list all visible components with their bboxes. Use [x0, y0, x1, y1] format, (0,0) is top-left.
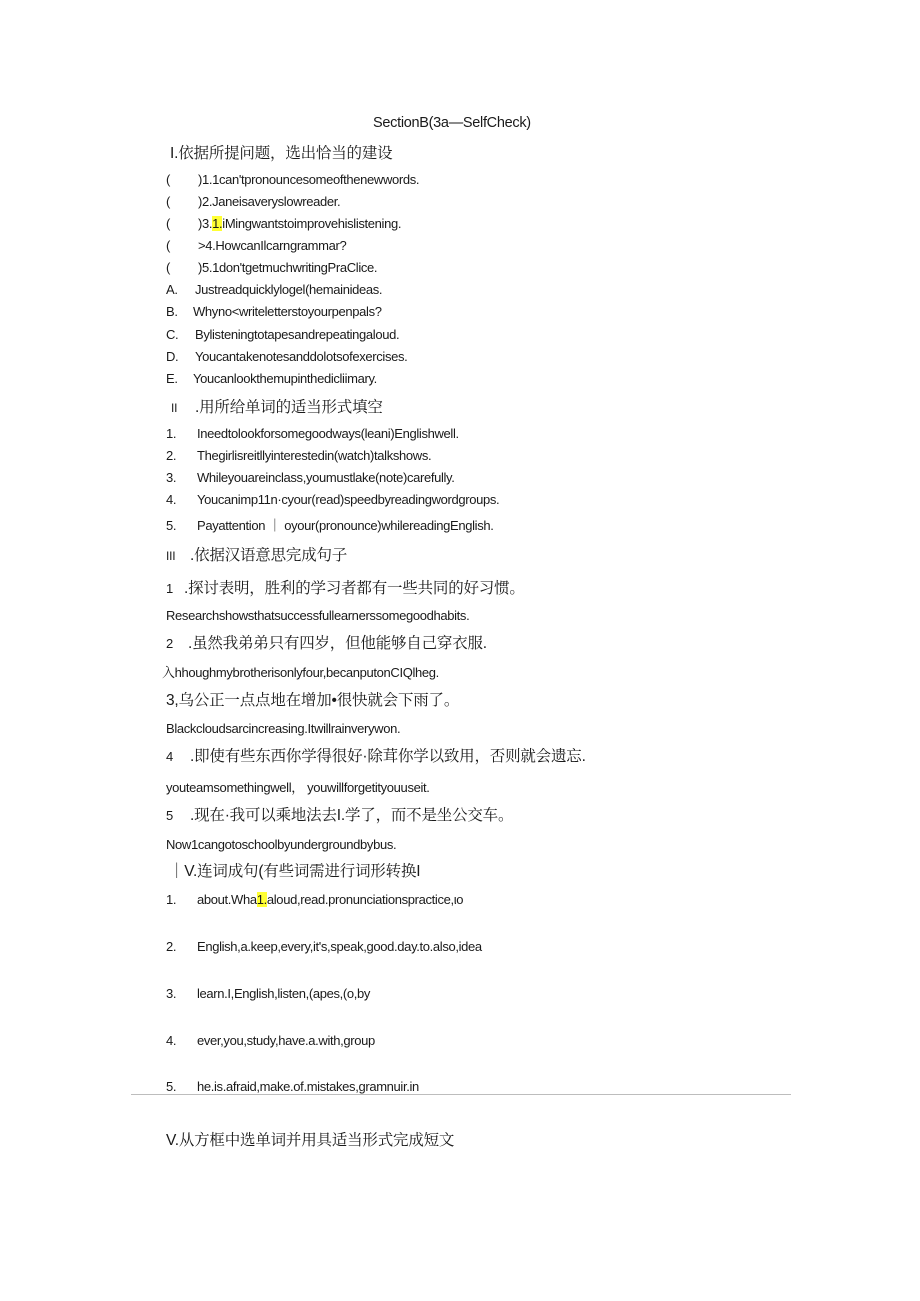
highlight-mark: 1. [256, 892, 267, 907]
question-2: ( )2.Janeisaveryslowreader. [166, 194, 341, 209]
translate-item-3-en: Blackcloudsarcincreasing.Itwillrainverywon. [166, 721, 401, 736]
translate-item-2-en: 入hhoughmybrotherisonlyfour,becanputonCIQlheg. [162, 665, 439, 680]
translate-item-5-cn: 5 .现在·我可以乘地法去I.学了，而不是坐公交车。 [166, 807, 514, 824]
option-d: D. Youcantakenotesanddolotsofexercises. [166, 349, 408, 364]
section-3-heading: III .依据汉语意思完成句子 [166, 547, 348, 564]
translate-item-5-en: Now1cangotoschoolbyundergroundbybus. [166, 837, 397, 852]
reorder-item-5: 5. he.is.afraid,make.of.mistakes,gramnuir.in [166, 1079, 419, 1094]
reorder-item-3: 3. learn.I,English,listen,(apes,(o,by [166, 986, 371, 1001]
option-e: E. Youcanlookthemupinthedicliimary. [166, 371, 377, 386]
section-2-heading: II .用所给单词的适当形式填空 [171, 399, 383, 416]
question-1: ( )1.1can'tpronouncesomeofthenewwords. [166, 172, 420, 187]
fill-item-5: 5. Payattention ｜ oyour(pronounce)whilereadingEnglish. [166, 518, 494, 533]
question-5: ( )5.1don'tgetmuchwritingPraClice. [166, 260, 378, 275]
reorder-item-4: 4. ever,you,study,have.a.with,group [166, 1033, 375, 1048]
option-b: B. Whyno<writeletterstoyourpenpals? [166, 304, 382, 319]
translate-item-2-cn: 2 .虽然我弟弟只有四岁，但他能够自己穿衣服. [166, 635, 487, 652]
page-title: SectionB(3a—SelfCheck) [373, 115, 531, 131]
option-a: A. Justreadquicklylogel(hemainideas. [166, 282, 383, 297]
fill-item-2: 2. Thegirlisreitllyinterestedin(watch)talkshows. [166, 448, 432, 463]
question-4: ( >4.HowcanIlcarngrammar? [166, 238, 347, 253]
section-5-heading: V.从方框中选单词并用具适当形式完成短文 [166, 1132, 455, 1149]
highlight-mark: 1. [212, 216, 223, 231]
fill-item-4: 4. Youcanimp11n·cyour(read)speedbyreadingwordgroups. [166, 492, 500, 507]
reorder-item-1: 1. about.Wha1.aloud,read.pronunciationspractice,ιo [166, 892, 464, 907]
translate-item-1-en: Researchshowsthatsuccessfullearnerssomegoodhabits. [166, 608, 470, 623]
section-1-heading: I.依据所提问题，选出恰当的建设 [170, 145, 393, 162]
translate-item-4-en: youteamsomethingwell， youwillforgetityouuseit. [166, 780, 430, 795]
translate-item-1-cn: 1 .探讨表明，胜利的学习者都有一些共同的好习惯。 [166, 580, 525, 597]
question-3: ( )3.1.iMingwantstoimprovehislistening. [166, 216, 402, 231]
reorder-item-2: 2. English,a.keep,every,it's,speak,good.day.to.also,idea [166, 939, 482, 954]
page-divider [131, 1094, 791, 1095]
section-4-heading: ｜V.连词成句(有些词需进行词形转换I [169, 863, 421, 880]
fill-item-1: 1. Ineedtolookforsomegoodways(leani)Englishwell. [166, 426, 459, 441]
option-c: C. Bylisteningtotapesandrepeatingaloud. [166, 327, 400, 342]
fill-item-3: 3. Whileyouareinclass,youmustlake(note)carefully. [166, 470, 455, 485]
translate-item-3-cn: 3,乌公正一点点地在增加•很快就会下雨了。 [166, 692, 460, 709]
translate-item-4-cn: 4 .即使有些东西你学得很好·除茸你学以致用，否则就会遗忘. [166, 748, 586, 765]
